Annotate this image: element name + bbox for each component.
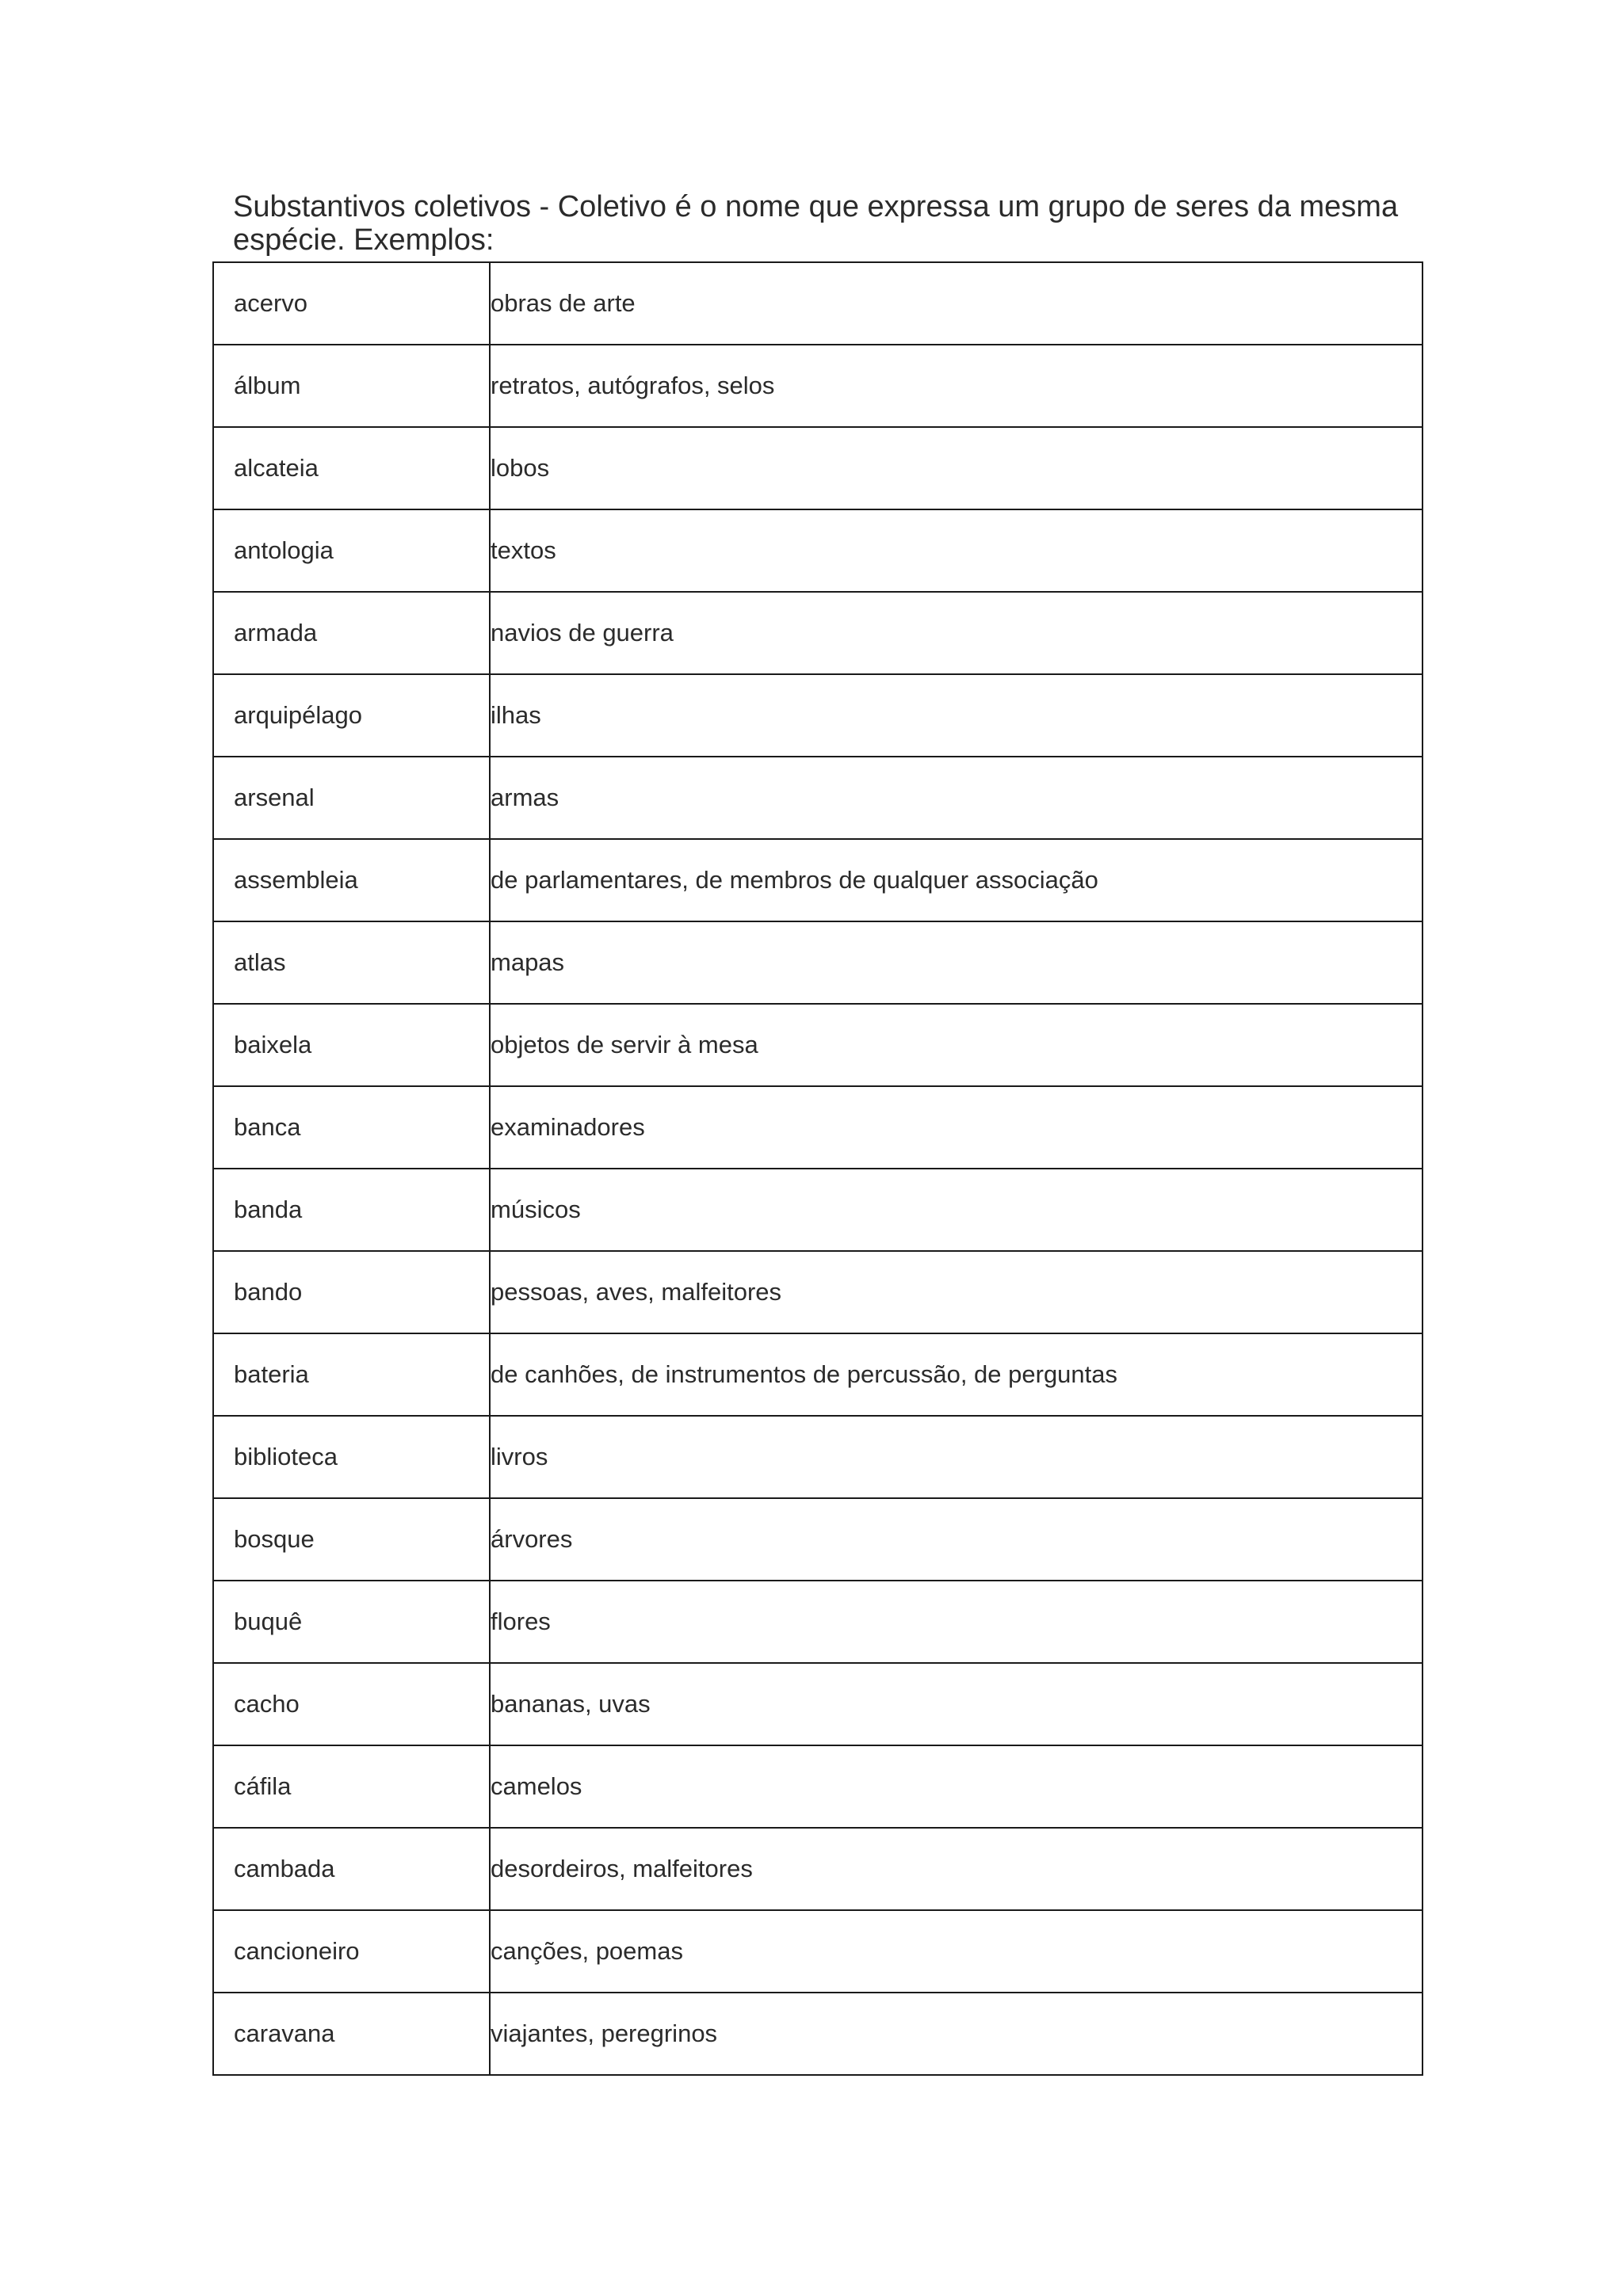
collective-meaning-cell: pessoas, aves, malfeitores	[490, 1251, 1423, 1333]
table-row	[213, 1745, 1423, 1828]
table-row	[213, 1333, 1423, 1416]
collective-meaning-cell: livros	[490, 1416, 1423, 1498]
collective-term-cell: atlas	[213, 921, 490, 1004]
collective-term-cell: antologia	[213, 509, 490, 592]
table-row	[213, 1169, 1423, 1251]
table-row	[213, 674, 1423, 757]
table-row	[213, 427, 1423, 509]
collective-meaning-cell: de canhões, de instrumentos de percussão, de perguntas	[490, 1333, 1423, 1416]
collective-term-cell: cambada	[213, 1828, 490, 1910]
collective-meaning-cell: examinadores	[490, 1086, 1423, 1169]
collective-meaning-cell: flores	[490, 1581, 1423, 1663]
collective-meaning-cell: camelos	[490, 1745, 1423, 1828]
table-row	[213, 1251, 1423, 1333]
collective-term-cell: bosque	[213, 1498, 490, 1581]
collective-term-cell: alcateia	[213, 427, 490, 509]
collective-meaning-cell: viajantes, peregrinos	[490, 1993, 1423, 2075]
collective-term-cell: assembleia	[213, 839, 490, 921]
collective-meaning-cell: ilhas	[490, 674, 1423, 757]
collective-term-cell: caravana	[213, 1993, 490, 2075]
collective-meaning-cell: objetos de servir à mesa	[490, 1004, 1423, 1086]
table-row	[213, 1828, 1423, 1910]
table-row	[213, 592, 1423, 674]
collective-term-cell: bateria	[213, 1333, 490, 1416]
collective-term-cell: arquipélago	[213, 674, 490, 757]
collective-term-cell: álbum	[213, 345, 490, 427]
intro-paragraph: Substantivos coletivos - Coletivo é o nome que expressa um grupo de seres da mesma espécie. Exemplos:	[233, 190, 1399, 257]
table-row	[213, 509, 1423, 592]
collective-term-cell: armada	[213, 592, 490, 674]
collective-meaning-cell: navios de guerra	[490, 592, 1423, 674]
collective-meaning-cell: de parlamentares, de membros de qualquer associação	[490, 839, 1423, 921]
table-row	[213, 1663, 1423, 1745]
collective-meaning-cell: músicos	[490, 1169, 1423, 1251]
table-body	[213, 262, 1423, 2075]
table-row	[213, 1910, 1423, 1993]
collective-nouns-table	[212, 261, 1423, 2076]
collective-term-cell: cacho	[213, 1663, 490, 1745]
collective-term-cell: banca	[213, 1086, 490, 1169]
collective-meaning-cell: mapas	[490, 921, 1423, 1004]
table-row	[213, 262, 1423, 345]
table-row	[213, 921, 1423, 1004]
collective-term-cell: baixela	[213, 1004, 490, 1086]
collective-meaning-cell: bananas, uvas	[490, 1663, 1423, 1745]
table-row	[213, 1498, 1423, 1581]
collective-meaning-cell: canções, poemas	[490, 1910, 1423, 1993]
table-row	[213, 1004, 1423, 1086]
collective-term-cell: cancioneiro	[213, 1910, 490, 1993]
collective-term-cell: cáfila	[213, 1745, 490, 1828]
table-row	[213, 1416, 1423, 1498]
table-row	[213, 757, 1423, 839]
collective-term-cell: buquê	[213, 1581, 490, 1663]
collective-meaning-cell: armas	[490, 757, 1423, 839]
table-row	[213, 839, 1423, 921]
collective-meaning-cell: textos	[490, 509, 1423, 592]
collective-term-cell: arsenal	[213, 757, 490, 839]
collective-meaning-cell: lobos	[490, 427, 1423, 509]
collective-term-cell: banda	[213, 1169, 490, 1251]
collective-meaning-cell: retratos, autógrafos, selos	[490, 345, 1423, 427]
collective-term-cell: bando	[213, 1251, 490, 1333]
collective-meaning-cell: obras de arte	[490, 262, 1423, 345]
table-row	[213, 1086, 1423, 1169]
collective-term-cell: acervo	[213, 262, 490, 345]
table-row	[213, 1581, 1423, 1663]
collective-term-cell: biblioteca	[213, 1416, 490, 1498]
collective-meaning-cell: árvores	[490, 1498, 1423, 1581]
table-row	[213, 1993, 1423, 2075]
collective-meaning-cell: desordeiros, malfeitores	[490, 1828, 1423, 1910]
table-row	[213, 345, 1423, 427]
